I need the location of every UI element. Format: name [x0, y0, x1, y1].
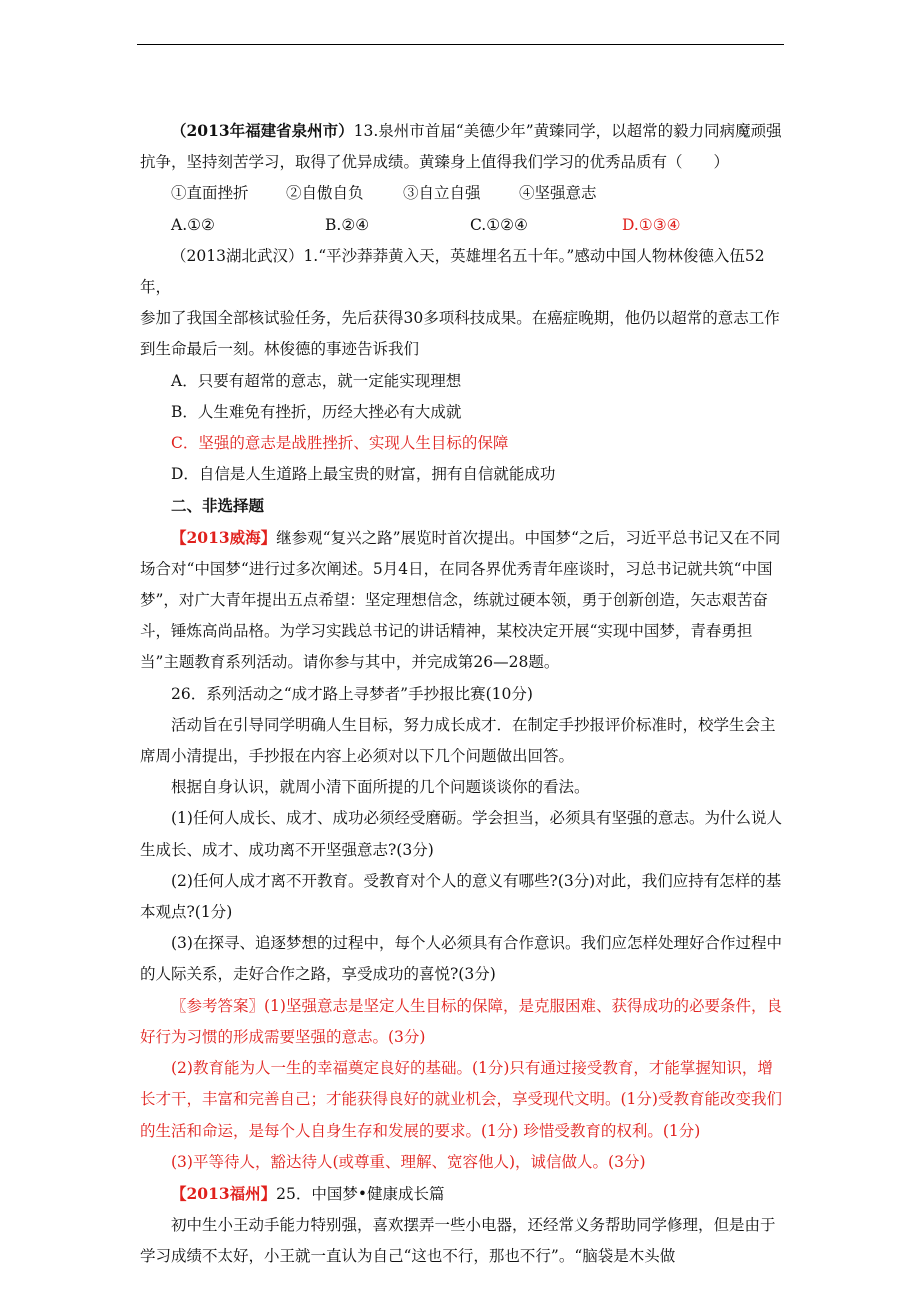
fuzhou-title: 【2013福州】25．中国梦•健康成长篇 — [171, 1183, 445, 1203]
choice-a: A.①② — [171, 215, 215, 234]
header-rule — [137, 44, 784, 45]
answer-2: (2)教育能为人一生的幸福奠定良好的基础。(1分)只有通过接受教育，才能掌握知识，增长才干，丰富和完善自己；才能获得良好的就业机会，享受现代文明。(1分)受教育能改变我们的生活和命运，是每个人自身生存和发展的要求。(1分) 珍惜受教育的权利。(1分) — [140, 1059, 782, 1140]
sub-question-3: (3)在探寻、追逐梦想的过程中，每个人必须具有合作意识。我们应怎样处理好合作过程中的人际关系，走好合作之路，享受成功的喜悦?(3分) — [140, 934, 782, 984]
section-title: 二、非选择题 — [171, 496, 265, 516]
question-26-ask: 根据自身认识，就周小清下面所提的几个问题谈谈你的看法。 — [171, 778, 590, 797]
item-2: ②自傲自负 — [286, 184, 364, 203]
question-1-option-d: D．自信是人生道路上最宝贵的财富，拥有自信就能成功 — [171, 465, 556, 484]
question-1-option-c-answer: C．坚强的意志是战胜挫折、实现人生目标的保障 — [171, 434, 509, 453]
question-1-stem-line1: （2013湖北武汉）1.“平沙莽莽黄入天，英雄埋名五十年。”感动中国人物林俊德入伍52年， — [140, 246, 765, 297]
question-26-description: 活动旨在引导同学明确人生目标，努力成长成才．在制定手抄报评价标准时，校学生会主席周小清提出，手抄报在内容上必须对以下几个问题做出回答。 — [140, 715, 776, 766]
choice-c: C.①②④ — [470, 215, 528, 234]
sub-question-1: (1)任何人成长、成才、成功必须经受磨砺。学会担当，必须具有坚强的意志。为什么说人生成长、成才、成功离不开坚强意志?(3分) — [140, 809, 782, 859]
question-13-stem: （2013年福建省泉州市）13.泉州市首届“美德少年”黄臻同学，以超常的毅力同病魔顽强抗争，坚持刻苦学习，取得了优异成绩。黄臻身上值得我们学习的优秀品质有（ ） — [140, 121, 782, 172]
weihai-tag: 【2013威海】 — [171, 527, 277, 547]
choice-d-answer: D.①③④ — [622, 215, 681, 234]
question-1-option-b: B．人生难免有挫折，历经大挫必有大成就 — [171, 402, 462, 421]
question-source: （2013年福建省泉州市） — [171, 121, 354, 140]
question-13-items — [140, 178, 784, 209]
question-26-title: 26．系列活动之“成才路上寻梦者”手抄报比赛(10分) — [171, 684, 533, 703]
answer-1: 〖参考答案〗(1)坚强意志是坚定人生目标的保障，是克服困难、获得成功的必要条件，良好行为习惯的形成需要坚强的意志。(3分) — [140, 996, 782, 1046]
question-13-choices — [140, 210, 784, 241]
answer-3: (3)平等待人，豁达待人(或尊重、理解、宽容他人)，诚信做人。(3分) — [171, 1152, 646, 1171]
question-1-option-a: A．只要有超常的意志，就一定能实现理想 — [171, 371, 462, 390]
item-4: ④坚强意志 — [519, 184, 597, 203]
item-1: ①直面挫折 — [171, 184, 249, 203]
weihai-intro: 【2013威海】继参观“复兴之路”展览时首次提出。中国梦“之后，习近平总书记又在不同场合对“中国梦“进行过多次阐述。5月4日，在同各界优秀青年座谈时，习总书记就共筑“中国梦”，对广大青年提出五点希望：坚定理想信念，练就过硬本领，勇于创新创造，矢志艰苦奋斗，锤炼高尚品格。为学习实践总书记的讲话精神，某校决定开展“实现中国梦，青春勇担当”主题教育系列活动。请你参与其中，并完成第26—28题。 — [140, 527, 781, 672]
sub-question-2: (2)任何人成才离不开教育。受教育对个人的意义有哪些?(3分)对此，我们应持有怎样的基本观点?(1分) — [140, 871, 782, 922]
document-body — [140, 115, 784, 1273]
item-3: ③自立自强 — [403, 184, 481, 203]
fuzhou-text: 初中生小王动手能力特别强，喜欢摆弄一些小电器，还经常义务帮助同学修理，但是由于学习成绩不太好，小王就一直认为自己“这也不行，那也不行”。“脑袋是木头做 — [140, 1216, 776, 1266]
choice-b: B.②④ — [325, 215, 370, 234]
question-1-stem-line2: 参加了我国全部核试验任务，先后获得30多项科技成果。在癌症晚期，他仍以超常的意志工作到生命最后一刻。林俊德的事迹告诉我们 — [140, 309, 780, 359]
fuzhou-tag: 【2013福州】 — [171, 1183, 277, 1203]
